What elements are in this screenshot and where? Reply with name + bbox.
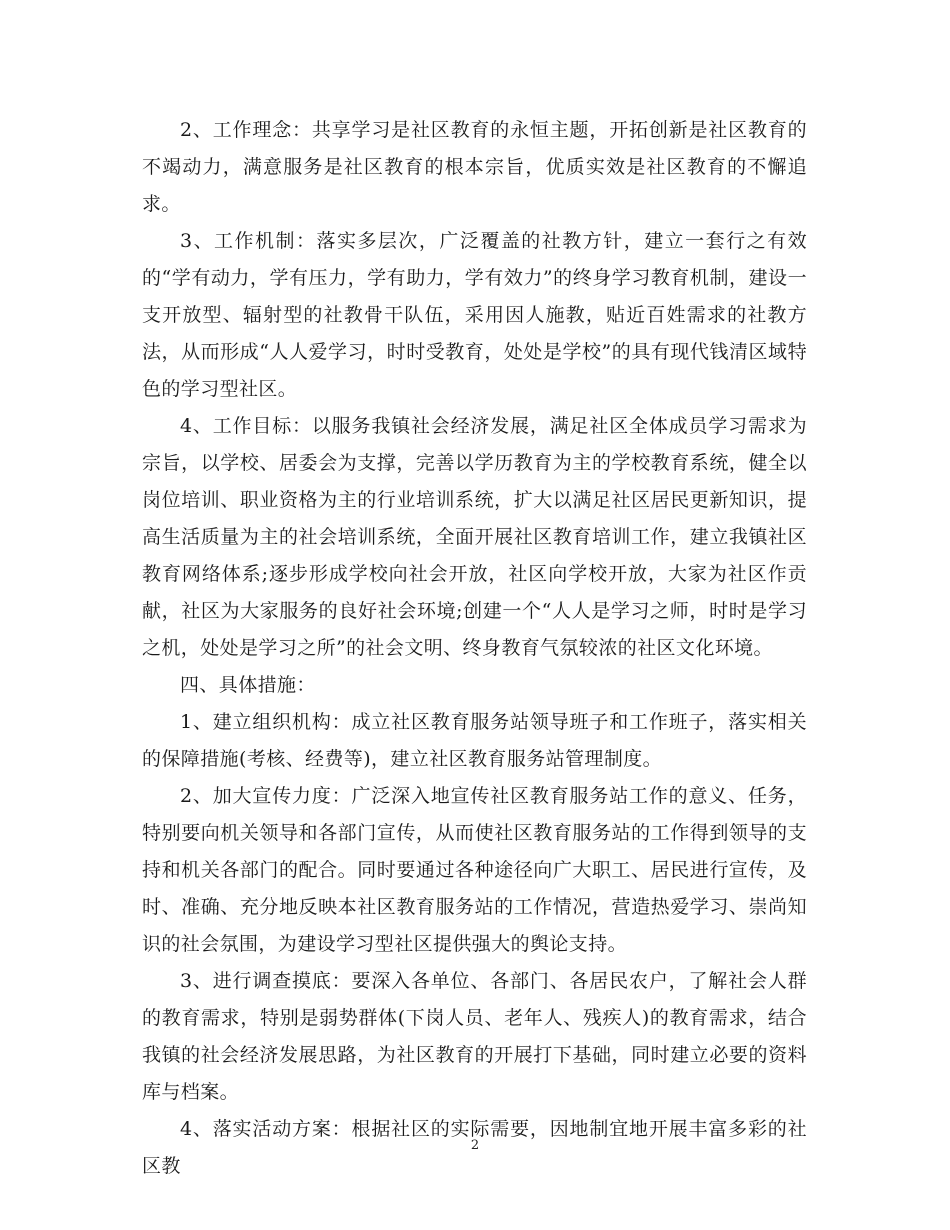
paragraph-work-goals: 4、工作目标：以服务我镇社会经济发展，满足社区全体成员学习需求为宗旨，以学校、居委会为支撑，完善以学历教育为主的学校教育系统，健全以岗位培训、职业资格为主的行业培训系统，扩大以满足社区居民更新知识，提高生活质量为主的社会培训系统，全面开展社区教育培训工作，建立我镇社区教育网络体系;逐步形成学校向社会开放，社区向学校开放，大家为社区作贡献，社区为大家服务的良好社会环境;创建一个“人人是学习之师，时时是学习之机，处处是学习之所”的社会文明、终身教育气氛较浓的社区文化环境。 — [142, 415, 807, 659]
page-number: 2 — [470, 1138, 480, 1153]
paragraph-activity-plan: 4、落实活动方案：根据社区的实际需要，因地制宜地开展丰富多彩的社区教 — [142, 1118, 807, 1177]
paragraph-work-philosophy: 2、工作理念：共享学习是社区教育的永恒主题，开拓创新是社区教育的不竭动力，满意服务是社区教育的根本宗旨，优质实效是社区教育的不懈追求。 — [142, 119, 807, 215]
paragraph-work-mechanism: 3、工作机制：落实多层次，广泛覆盖的社教方针，建立一套行之有效的“学有动力，学有压力，学有助力，学有效力”的终身学习教育机制，建设一支开放型、辐射型的社教骨干队伍，采用因人施教，贴近百姓需求的社教方法，从而形成“人人爱学习，时时受教育，处处是学校”的具有现代钱清区域特色的学习型社区。 — [142, 230, 807, 400]
section-heading-measures: 四、具体措施： — [180, 674, 316, 696]
paragraph-organization: 1、建立组织机构：成立社区教育服务站领导班子和工作班子，落实相关的保障措施(考核、经费等)，建立社区教育服务站管理制度。 — [142, 711, 807, 770]
document-body — [142, 112, 807, 1185]
paragraph-publicity: 2、加大宣传力度：广泛深入地宣传社区教育服务站工作的意义、任务，特别要向机关领导和各部门宣传，从而使社区教育服务站的工作得到领导的支持和机关各部门的配合。同时要通过各种途径向广大职工、居民进行宣传，及时、准确、充分地反映本社区教育服务站的工作情况，营造热爱学习、崇尚知识的社会氛围，为建设学习型社区提供强大的舆论支持。 — [142, 785, 807, 955]
paragraph-survey: 3、进行调查摸底：要深入各单位、各部门、各居民农户，了解社会人群的教育需求，特别是弱势群体(下岗人员、老年人、残疾人)的教育需求，结合我镇的社会经济发展思路，为社区教育的开展打下基础，同时建立必要的资料库与档案。 — [142, 970, 807, 1103]
